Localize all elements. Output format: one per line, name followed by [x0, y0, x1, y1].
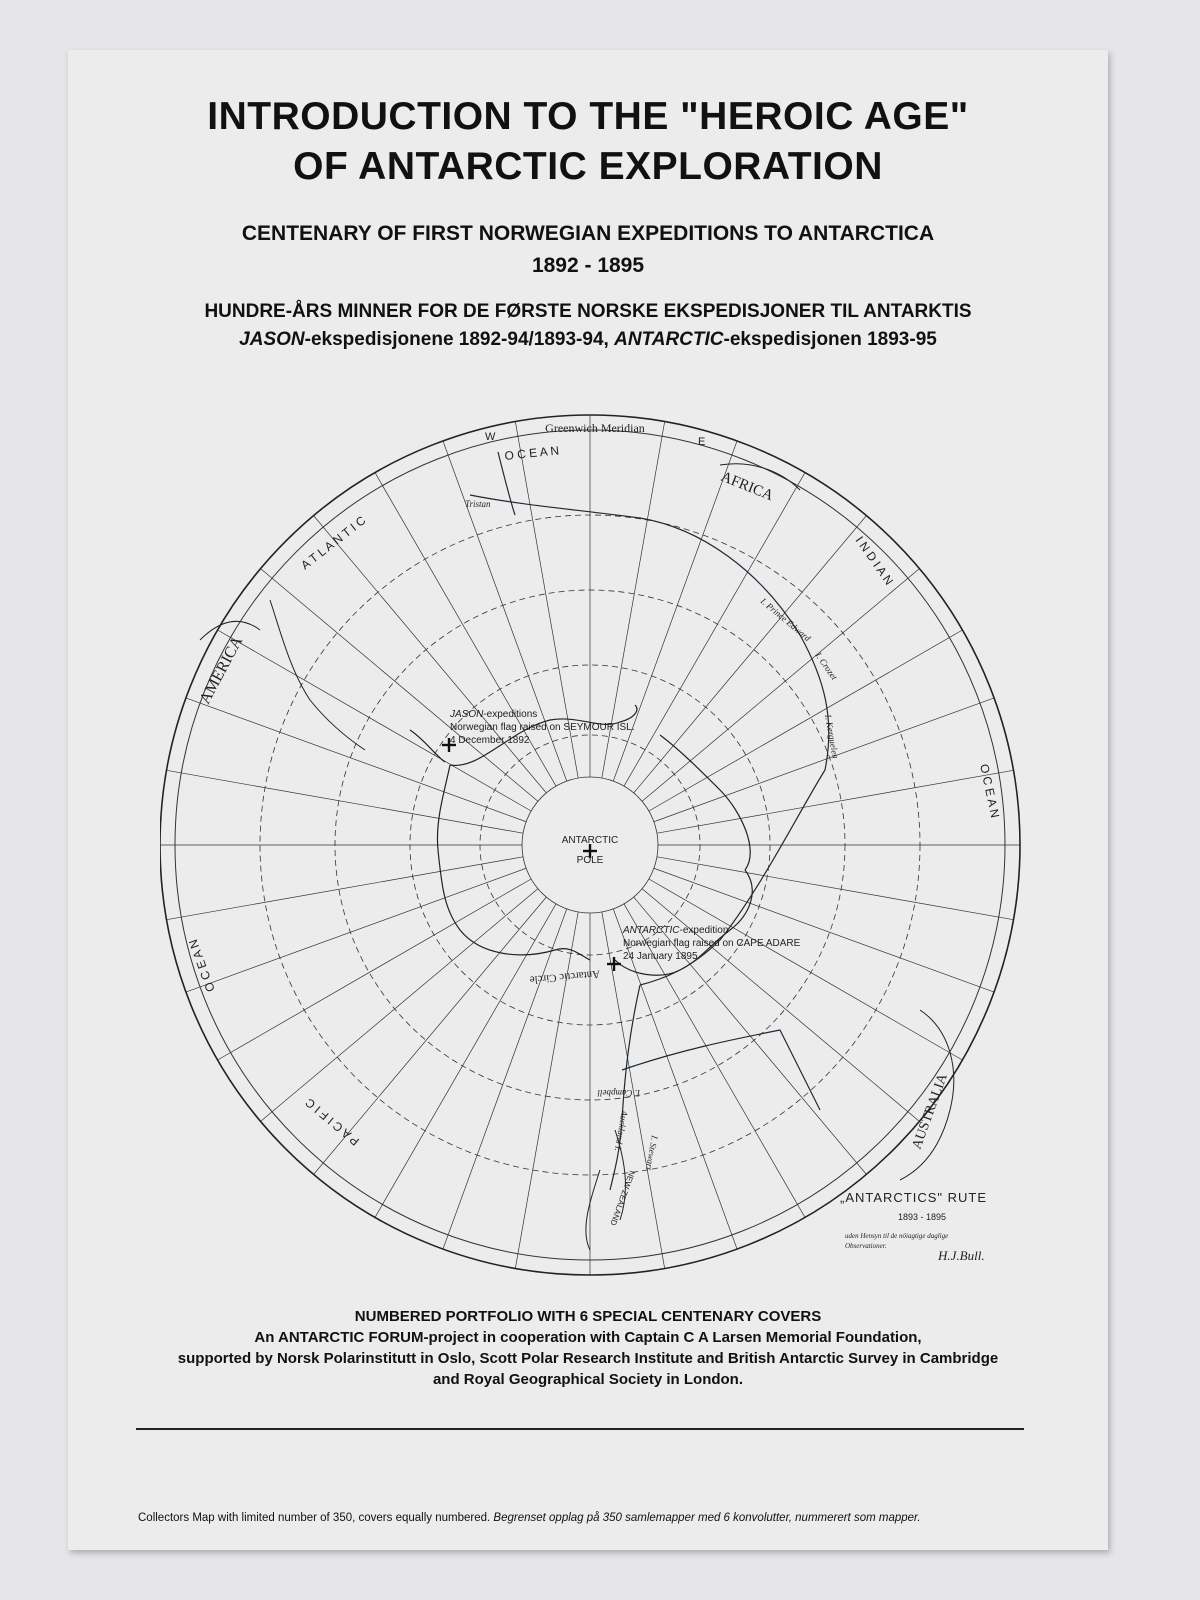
antarctic-annotation	[622, 925, 801, 962]
route-note-2: Observationer.	[845, 1242, 887, 1250]
svg-text:ANTARCTIC-expedition	[622, 925, 728, 936]
meridian-line	[649, 879, 963, 1060]
meridian-line	[218, 879, 532, 1060]
portfolio-line-1: NUMBERED PORTFOLIO WITH 6 SPECIAL CENTENARY COVERS	[354, 1308, 822, 1325]
jason-annotation-rest: -expeditions	[483, 709, 538, 720]
prince-edward-label: I. Prince Edward	[758, 595, 813, 644]
norwegian-line-2	[68, 326, 1108, 354]
portfolio-line-3: supported by Norsk Polarinstitutt in Oslo, Scott Polar Research Institute and British Antarctic Survey in Cambridge	[177, 1350, 999, 1367]
meridian-line	[443, 909, 567, 1249]
route-title: „ANTARCTICS" RUTE	[840, 1190, 988, 1205]
norwegian-subtitle	[68, 298, 1108, 354]
meridian-line	[261, 569, 538, 802]
route-years: 1893 - 1895	[898, 1212, 947, 1222]
australia-label: AUSTRALIA	[909, 1071, 951, 1152]
title-line-2: OF ANTARCTIC EXPLORATION	[293, 145, 883, 188]
antarctic-annotation-name: ANTARCTIC	[623, 925, 680, 936]
svg-text:JASON-expeditions	[449, 709, 537, 720]
jason-name: JASON	[239, 329, 305, 350]
norwegian-line-1: HUNDRE-ÅRS MINNER FOR DE FØRSTE NORSKE EKSPEDISJONER TIL ANTARKTIS	[204, 301, 972, 322]
meridian-line	[515, 912, 578, 1269]
subtitle-line-1: CENTENARY OF FIRST NORWEGIAN EXPEDITIONS TO ANTARCTICA	[241, 222, 935, 245]
jason-text: -ekspedisjonene 1892-94/1893-94,	[304, 329, 615, 350]
footer-english: Collectors Map with limited number of 350, covers equally numbered.	[138, 1512, 491, 1524]
horizontal-rule	[136, 1428, 1024, 1430]
indian-ocean-label: O C E A N	[977, 762, 1003, 820]
portfolio-line-4: and Royal Geographical Society in London.	[432, 1371, 744, 1388]
meridian-line	[657, 857, 1014, 920]
title-line-1: INTRODUCTION TO THE "HEROIC AGE"	[207, 95, 969, 138]
antarctic-flag-text: Norwegian flag raised on CAPE ADARE	[623, 938, 801, 949]
atlantic-label: A T L A N T I C	[298, 513, 369, 573]
document-sheet	[68, 50, 1108, 1550]
meridian-line	[642, 569, 919, 802]
pacific-ocean-label: O C E A N	[185, 937, 218, 994]
antarctic-route-map	[160, 370, 1040, 1290]
campbell-label: I. Campbell	[597, 1088, 640, 1098]
jason-date-text: 4 December 1892	[450, 735, 530, 746]
east-label: E	[698, 436, 706, 448]
meridian-line	[167, 857, 524, 920]
signature: H.J.Bull.	[938, 1248, 985, 1263]
tristan-label: Tristan	[465, 499, 491, 509]
portfolio-description	[88, 1306, 1088, 1390]
west-label: W	[485, 431, 496, 443]
greenwich-label: Greenwich Meridian	[545, 421, 645, 435]
meridian-line	[261, 889, 538, 1122]
footer-norwegian: Begrenset opplag på 350 samlemapper med 6 konvolutter, nummerert som mapper.	[493, 1512, 921, 1524]
africa-label: AFRICA	[718, 468, 776, 505]
portfolio-line-2: An ANTARCTIC FORUM-project in cooperation with Captain C A Larsen Memorial Foundation,	[254, 1329, 922, 1346]
jason-flag-text: Norwegian flag raised on SEYMOUR ISL.	[450, 722, 635, 733]
meridian-line	[186, 868, 526, 992]
indian-label: I N D I A N	[852, 533, 897, 588]
jason-annotation-name: JASON	[450, 709, 484, 720]
antarctic-name: ANTARCTIC	[614, 329, 724, 350]
meridian-line	[649, 630, 963, 811]
crozet-label: I. Crozet	[813, 650, 840, 682]
jason-annotation	[449, 709, 635, 746]
antarctic-text: -ekspedisjonen 1893-95	[723, 329, 937, 350]
pole-label-line-2: POLE	[576, 855, 604, 866]
antarctic-annotation-rest: -expedition	[679, 925, 729, 936]
meridian-line	[167, 770, 524, 833]
route-legend	[840, 1190, 987, 1263]
auckland-label: Auckland I.	[612, 1109, 630, 1153]
meridian-line	[375, 904, 556, 1218]
pole-label-line-1: ANTARCTIC	[561, 835, 619, 846]
stewart-label: I. Stewart	[643, 1134, 660, 1171]
america-label: AMERICA	[196, 633, 247, 707]
meridian-line	[314, 516, 547, 793]
meridian-line	[218, 630, 532, 811]
antarctic-date-text: 24 January 1895	[623, 951, 698, 962]
subtitle-block	[68, 218, 1108, 282]
route-note-1: uden Hensyn til de nöiagtige daglige	[845, 1232, 949, 1240]
atlantic-ocean-label: O C E A N	[503, 443, 560, 463]
meridian-line	[642, 889, 919, 1122]
footer-note	[138, 1512, 1038, 1524]
new-zealand-label: NEW ZEALAND	[608, 1169, 637, 1227]
subtitle-years: 1892 - 1895	[531, 254, 645, 277]
antarctic-circle-label: Antarctic Circle	[529, 967, 601, 986]
page-title	[68, 92, 1108, 192]
kerguelen-label: I. Kerguelen	[823, 713, 841, 760]
pacific-label: P A C I F I C	[302, 1095, 362, 1149]
